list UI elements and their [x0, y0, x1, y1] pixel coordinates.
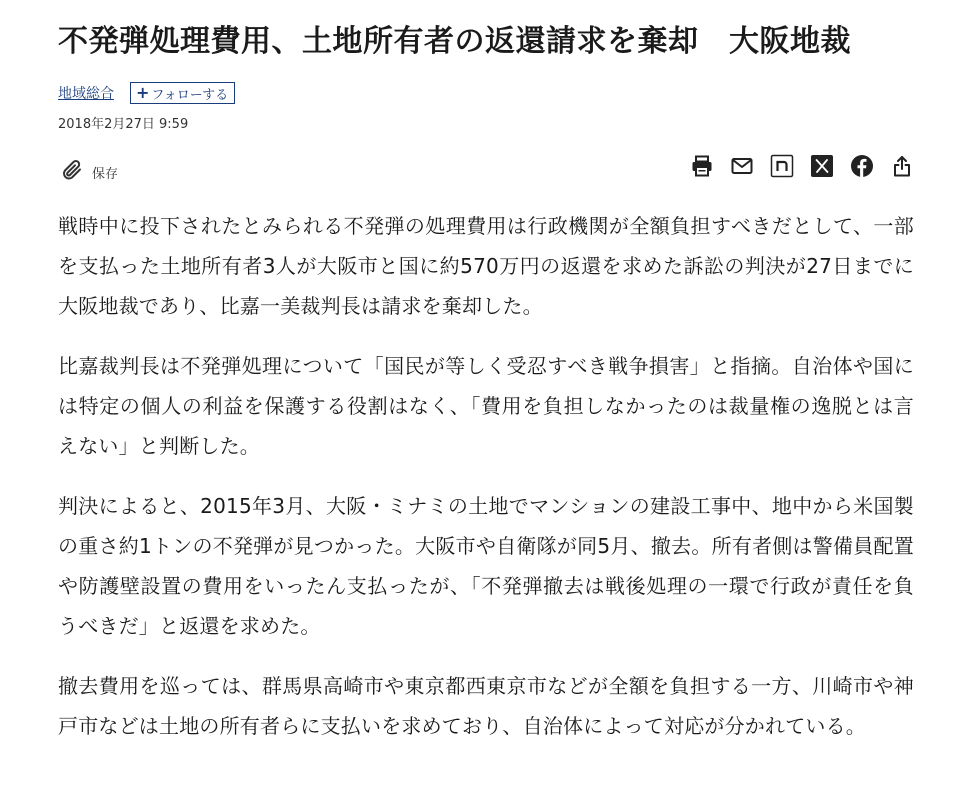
category-link[interactable]: 地域総合: [58, 86, 114, 102]
article-paragraph: 比嘉裁判長は不発弾処理について「国民が等しく受忍すべき戦争損害」と指摘。自治体や国には特定の個人の利益を保護する役割はなく、「費用を負担しなかったのは裁量権の逸脱とは言えない」と判断した。: [58, 354, 914, 458]
share-toolbar: [674, 154, 914, 178]
save-button[interactable]: [60, 158, 118, 186]
x-icon[interactable]: [810, 154, 834, 178]
facebook-icon[interactable]: [850, 154, 874, 178]
article-paragraph: 撤去費用を巡っては、群馬県高崎市や東京都西東京市などが全額を負担する一方、川崎市や神戸市などは土地の所有者らに支払いを求めており、自治体によって対応が分かれている。: [58, 674, 914, 738]
article-paragraph: 判決によると、2015年3月、大阪・ミナミの土地でマンションの建設工事中、地中から米国製の重さ約1トンの不発弾が見つかった。大阪市や自衛隊が同5月、撤去。所有者側は警備員配置や防護壁設置の費用をいったん支払ったが、「不発弾撤去は戦後処理の一環で行政が責任を負うべきだ」と返還を求めた。: [58, 494, 914, 638]
print-icon[interactable]: [690, 154, 714, 178]
plus-icon: +: [136, 83, 150, 102]
paperclip-icon: [60, 158, 84, 186]
article-meta: [58, 81, 235, 105]
save-label: 保存: [92, 166, 119, 182]
mail-icon[interactable]: [730, 154, 754, 178]
article-headline: 不発弾処理費用、土地所有者の返還請求を棄却 大阪地裁: [58, 24, 851, 59]
article-toolbar: [58, 152, 914, 186]
article-body: [58, 206, 914, 766]
share-icon[interactable]: [890, 154, 914, 178]
article-paragraph: 戦時中に投下されたとみられる不発弾の処理費用は行政機関が全額負担すべきだとして、一部を支払った土地所有者3人が大阪市と国に約570万円の返還を求めた訴訟の判決が27日までに大阪地裁であり、比嘉一美裁判長は請求を棄却した。: [58, 214, 914, 318]
follow-label: フォローする: [151, 87, 229, 103]
follow-button[interactable]: [130, 82, 235, 104]
note-icon[interactable]: [770, 154, 794, 178]
publish-timestamp: 2018年2月27日 9:59: [58, 117, 189, 132]
